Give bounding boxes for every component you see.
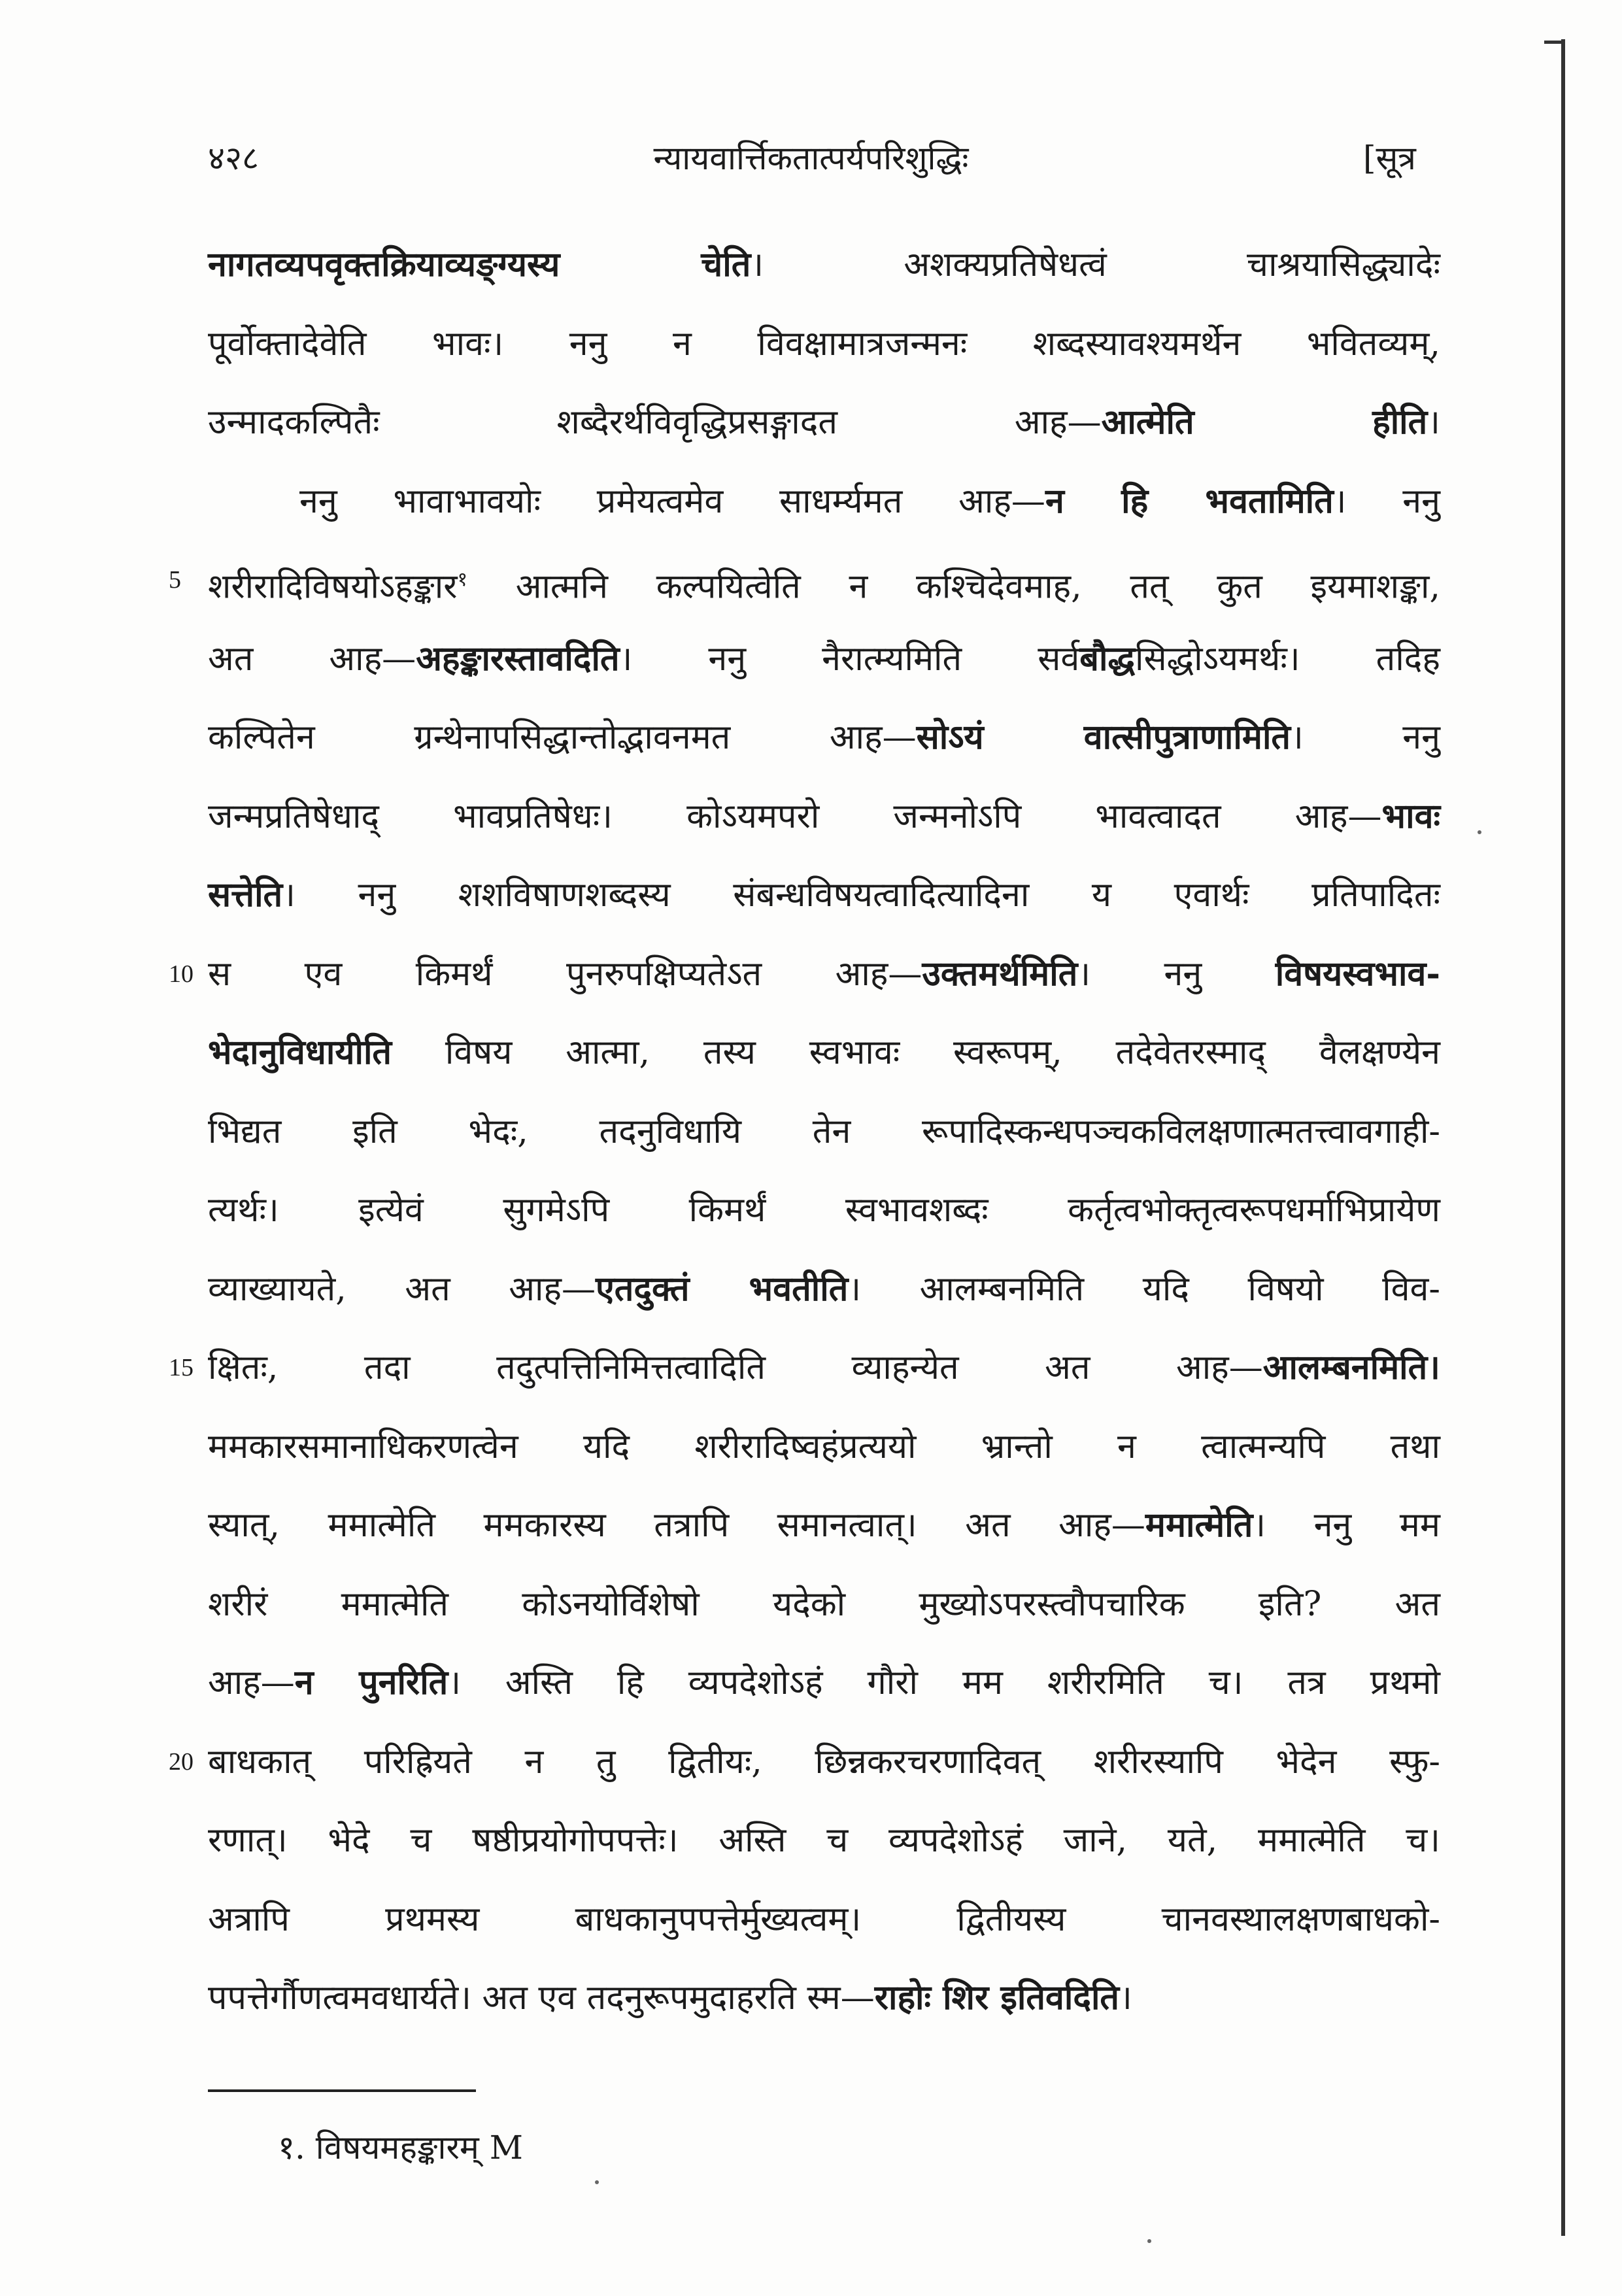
page-number: ४२८ — [208, 139, 259, 177]
text-line — [208, 945, 1440, 1007]
text-line — [208, 1968, 1440, 2031]
text-line — [208, 1338, 1440, 1401]
text-run: स्यात्, ममात्मेति ममकारस्य तत्रापि समानत्वात्। अत आह— — [208, 1506, 1145, 1545]
footnote-ref: १ — [457, 568, 468, 591]
text-run: । ननु शशविषाणशब्दस्य संबन्धविषयत्वादित्यादिना य एवार्थः प्रतिपादितः — [282, 875, 1440, 915]
scan-speck — [1147, 2239, 1151, 2243]
text-run: सिद्धोऽयमर्थः। तदिह — [1135, 639, 1441, 679]
bold-lemma: ममात्मेति — [1145, 1505, 1253, 1545]
text-run: । अशक्यप्रतिषेधत्वं चाश्रयासिद्ध्यादेः — [751, 245, 1440, 284]
text-run: ननु भावाभावयोः प्रमेयत्वमेव साधर्म्यमत आह— — [299, 482, 1045, 521]
bold-lemma: आलम्बनमिति। — [1262, 1347, 1440, 1387]
text-run: आह— — [208, 1663, 295, 1702]
text-line — [208, 393, 1440, 456]
section-label: [सूत्र — [1363, 139, 1416, 177]
text-run: स एव किमर्थं पुनरुपक्षिप्यतेऽत आह— — [208, 954, 922, 994]
text-line — [208, 1653, 1440, 1716]
text-run: । आलम्बनमिति यदि विषयो विव- — [848, 1270, 1440, 1309]
running-title: न्यायवार्त्तिकतात्पर्यपरिशुद्धिः — [653, 139, 969, 177]
bold-lemma: न पुनरिति — [294, 1663, 448, 1702]
text-run: । ननु नैरात्म्यमिति सर्व — [619, 639, 1080, 679]
text-line: पूर्वोक्तादेवेति भावः। ननु न विवक्षामात्रजन्मनः शब्दस्यावश्यमर्थेन भवितव्यम्, — [208, 324, 1440, 363]
line-number: 5 — [169, 566, 181, 594]
text-line — [299, 472, 1440, 535]
bold-lemma: विषयस्वभाव- — [1275, 954, 1440, 994]
text-run: शरीरादिविषयोऽहङ्कार — [208, 567, 458, 607]
scan-speck — [1478, 830, 1481, 834]
text-run: व्याख्यायते, अत आह— — [208, 1270, 596, 1309]
bold-lemma: आत्मेति हीति — [1101, 402, 1428, 442]
text-run: पपत्तेर्गौणत्वमवधार्यते। अत एव तदनुरूपमुदाहरति स्म— — [208, 1978, 875, 2017]
text-line — [208, 550, 1440, 613]
footnote: १. विषयमहङ्कारम् M — [278, 2129, 523, 2167]
text-run: अत आह— — [208, 639, 416, 679]
text-run: । — [1427, 403, 1440, 442]
bold-lemma: भावः — [1381, 796, 1440, 836]
text-line — [208, 708, 1440, 771]
text-line — [208, 866, 1440, 928]
line-number: 20 — [169, 1748, 194, 1776]
text-run: । ननु — [1291, 718, 1440, 757]
bold-lemma: राहोः शिर इतिवदिति — [874, 1978, 1120, 2017]
text-run: क्षितः, तदा तदुत्पत्तिनिमित्तत्वादिति व्याहन्येत अत आह— — [208, 1348, 1263, 1387]
bold-lemma: सोऽयं वात्सीपुत्राणामिति — [916, 717, 1291, 757]
text-line: ममकारसमानाधिकरणत्वेन यदि शरीरादिष्वहंप्रत्ययो भ्रान्तो न त्वात्मन्यपि तथा — [208, 1427, 1440, 1466]
text-run: जन्मप्रतिषेधाद् भावप्रतिषेधः। कोऽयमपरो जन्मनोऽपि भावत्वादत आह— — [208, 797, 1382, 836]
text-line: शरीरं ममात्मेति कोऽनयोर्विशेषो यदेको मुख्योऽपरस्त्वौपचारिक इति? अत — [208, 1585, 1440, 1624]
bold-lemma: नागतव्यपवृक्तक्रियाव्यङ्ग्यस्य चेति — [208, 245, 751, 284]
text-line — [208, 787, 1440, 850]
scan-speck — [595, 2180, 599, 2184]
line-number: 10 — [169, 960, 194, 988]
text-line: बाधकात् परिह्रियते न तु द्वितीयः, छिन्नकरचरणादिवत् शरीरस्यापि भेदेन स्फु- — [208, 1742, 1440, 1781]
bold-lemma: उक्तमर्थमिति — [922, 954, 1078, 994]
text-line — [208, 235, 1440, 298]
bold-lemma: न हि भवतामिति — [1045, 481, 1334, 521]
page-edge-tick — [1544, 41, 1564, 44]
text-line — [208, 1260, 1440, 1323]
text-line — [208, 1023, 1440, 1086]
footnote-rule — [208, 2089, 476, 2092]
text-line: भिद्यत इति भेदः, तदनुविधायि तेन रूपादिस्कन्धपञ्चकविलक्षणात्मतत्त्वावगाही- — [208, 1112, 1440, 1151]
text-line — [208, 630, 1440, 692]
text-run: । ननु — [1333, 482, 1440, 521]
bold-lemma: अहङ्कारस्तावदिति — [416, 639, 620, 679]
text-line: त्यर्थः। इत्येवं सुगमेऽपि किमर्थं स्वभावशब्दः कर्तृत्वभोक्तृत्वरूपधर्माभिप्रायेण — [208, 1190, 1440, 1230]
text-line: रणात्। भेदे च षष्ठीप्रयोगोपपत्तेः। अस्ति च व्यपदेशोऽहं जाने, यते, ममात्मेति च। — [208, 1821, 1440, 1860]
bold-lemma: बौद्ध — [1079, 639, 1135, 679]
line-number: 15 — [169, 1354, 194, 1381]
text-line — [208, 1496, 1440, 1559]
bold-lemma: सत्तेति — [208, 875, 283, 915]
bold-lemma: भेदानुविधायीति — [208, 1032, 392, 1072]
text-run: । ननु — [1077, 954, 1276, 994]
text-run: कल्पितेन ग्रन्थेनापसिद्धान्तोद्भावनमत आह— — [208, 718, 917, 757]
text-run: विषय आत्मा, तस्य स्वभावः स्वरूपम्, तदेवेतरस्माद् वैलक्षण्येन — [392, 1033, 1440, 1072]
text-line: अत्रापि प्रथमस्य बाधकानुपपत्तेर्मुख्यत्वम्। द्वितीयस्य चानवस्थालक्षणबाधको- — [208, 1900, 1440, 1939]
text-run: । अस्ति हि व्यपदेशोऽहं गौरो मम शरीरमिति च। तत्र प्रथमो — [448, 1663, 1440, 1702]
bold-lemma: एतदुक्तं भवतीति — [596, 1269, 849, 1309]
text-run: । ननु मम — [1253, 1506, 1440, 1545]
text-run: उन्मादकल्पितैः शब्दैरर्थविवृद्धिप्रसङ्गादत आह— — [208, 403, 1102, 442]
text-run: । — [1119, 1978, 1132, 2017]
text-run: आत्मनि कल्पयित्वेति न कश्चिदेवमाह, तत् कुत इयमाशङ्का, — [467, 567, 1440, 607]
page-edge-line — [1561, 39, 1565, 2236]
